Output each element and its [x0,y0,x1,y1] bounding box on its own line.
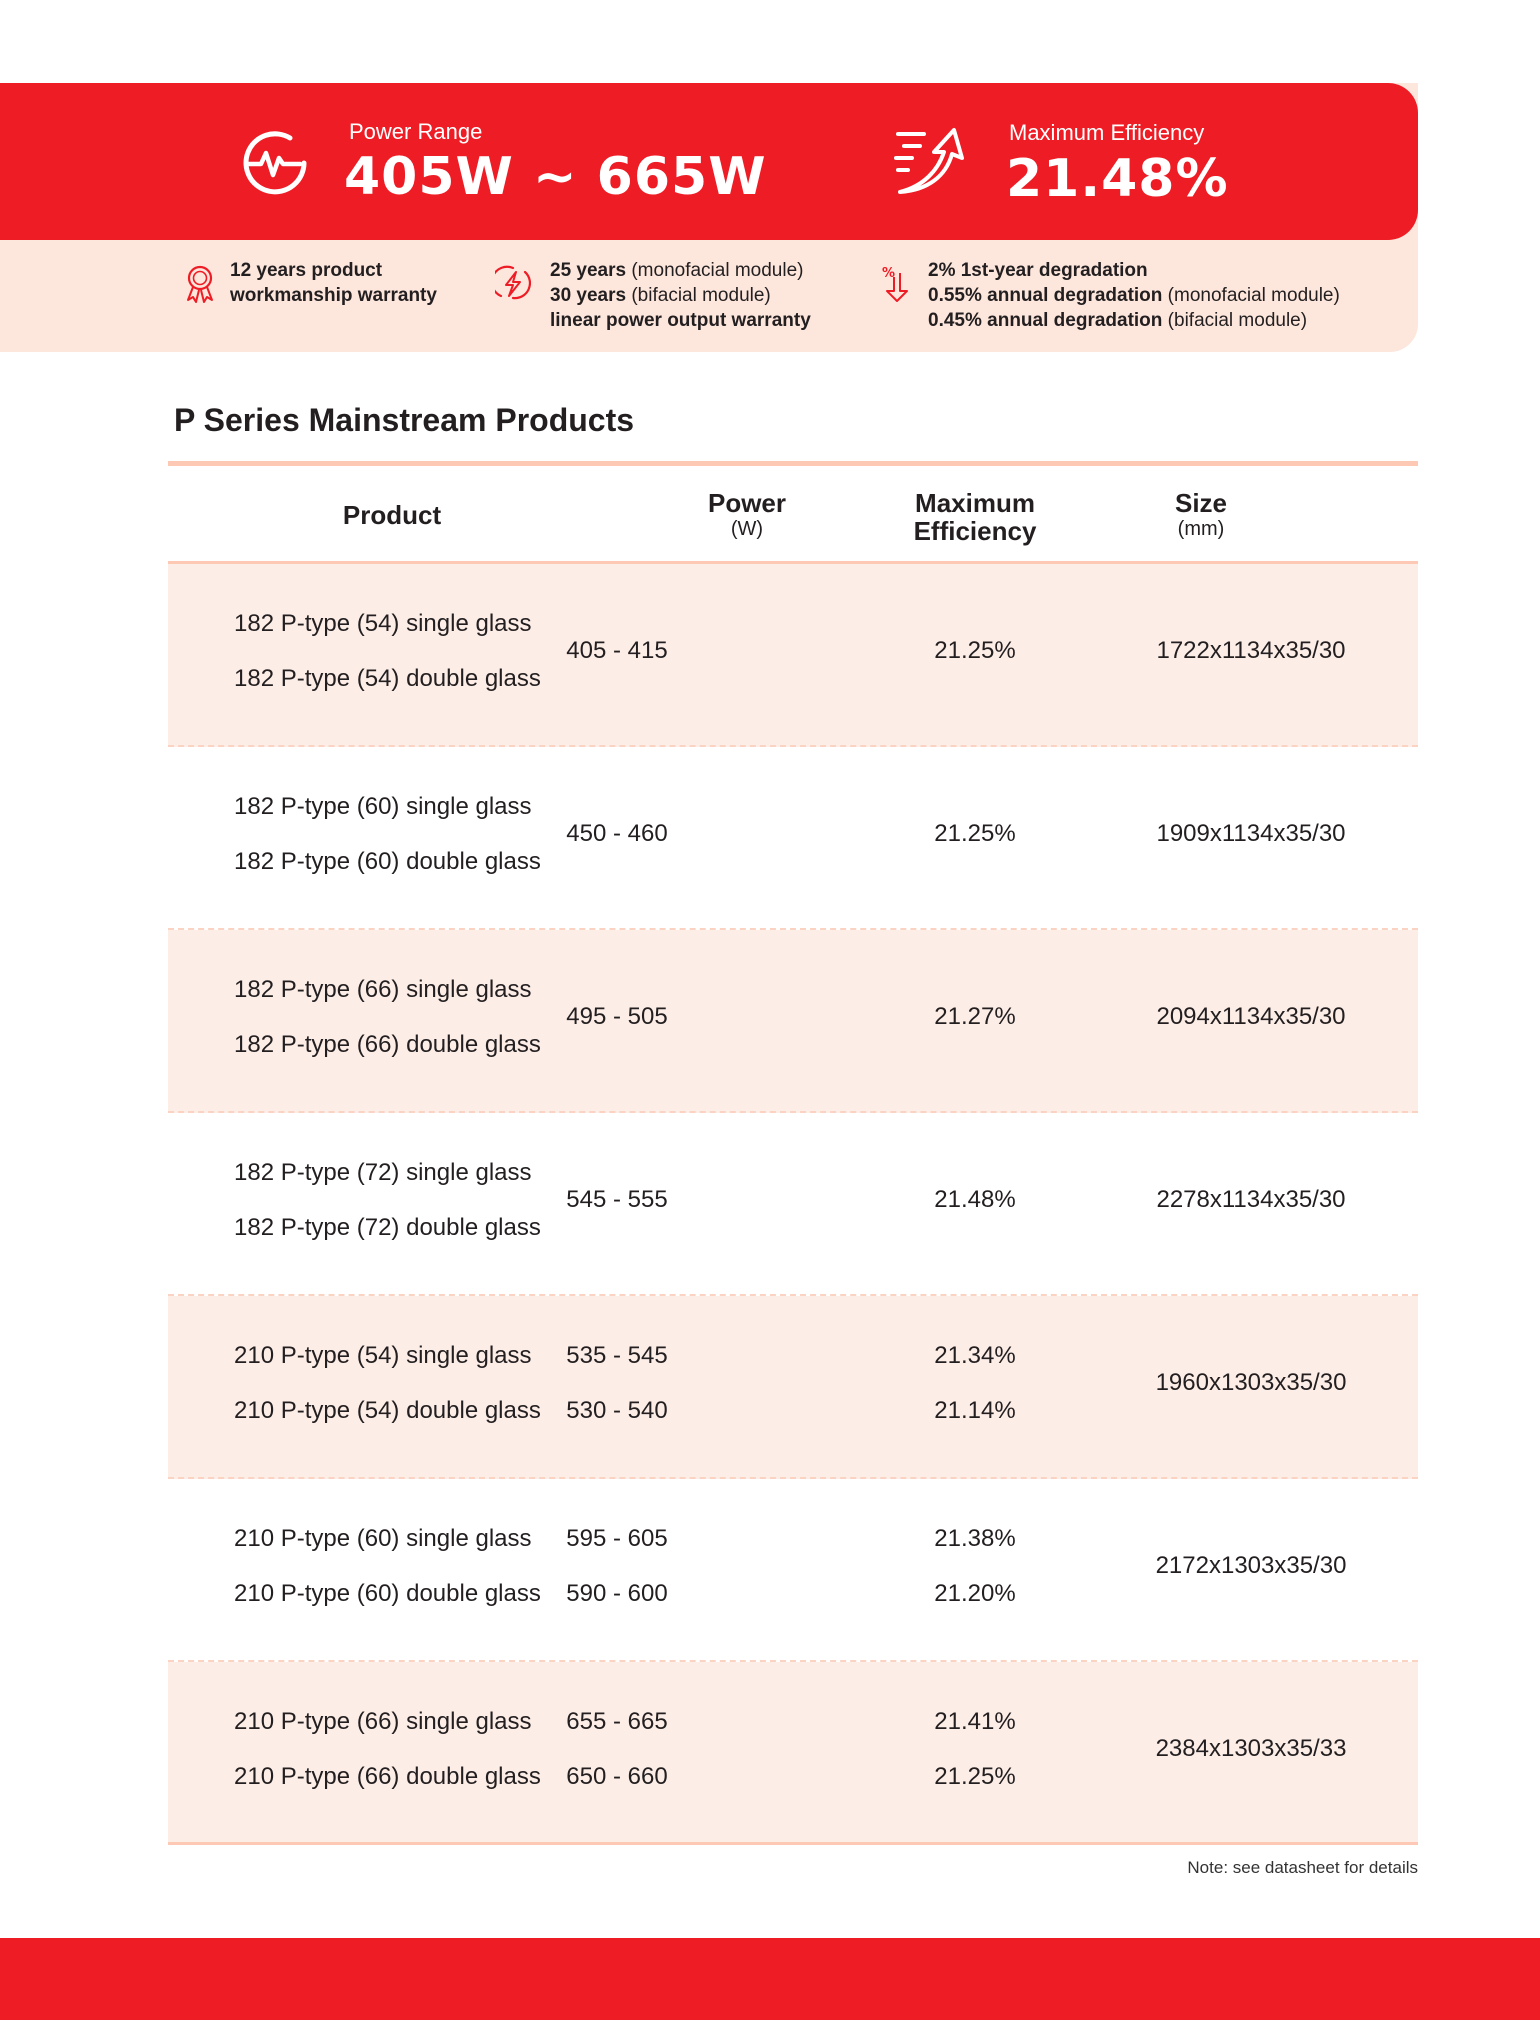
product-name: 210 P-type (66) double glass [234,1763,541,1790]
header-power-label: Power [707,488,787,518]
lightning-icon [495,264,531,304]
size-value: 1960x1303x35/30 [1155,1369,1347,1396]
product-name: 210 P-type (60) single glass [234,1525,532,1552]
product-name: 182 P-type (60) double glass [234,848,541,875]
power-value: 650 - 660 [566,1763,668,1790]
size-value: 2278x1134x35/30 [1156,1186,1346,1213]
size-value: 2172x1303x35/30 [1155,1552,1347,1579]
product-name: 182 P-type (72) double glass [234,1214,541,1241]
header-power-unit: (W) [730,518,764,540]
svg-text:%: % [882,266,896,281]
efficiency-value: 21.38% [934,1525,1016,1552]
table-row [168,1662,1418,1845]
percent-down-icon [880,263,916,303]
product-warranty-line2: workmanship warranty [230,285,437,306]
efficiency-value: 21.27% [934,1003,1016,1030]
efficiency-value: 21.25% [934,1763,1016,1790]
header-product [292,501,492,529]
efficiency-value: 21.25% [934,637,1016,664]
power-warranty-line1-bold: 25 years [550,260,627,281]
arrow-up-icon [894,126,966,198]
degradation-warranty-text [928,258,1340,333]
power-warranty-line2-rest: (bifacial module) [626,285,771,306]
header-power [647,489,847,541]
table-row [168,1296,1418,1479]
power-value: 545 - 555 [566,1186,668,1213]
power-warranty-text [550,258,811,333]
product-name: 182 P-type (66) double glass [234,1031,541,1058]
table-row [168,930,1418,1113]
product-name: 182 P-type (60) single glass [234,793,532,820]
product-name: 182 P-type (72) single glass [234,1159,532,1186]
efficiency-value: 21.48% [934,1186,1016,1213]
table-row [168,1113,1418,1296]
power-value: 590 - 600 [566,1580,668,1607]
power-value: 655 - 665 [566,1708,668,1735]
table-row [168,564,1418,747]
power-range-label: Power Range [349,119,483,144]
size-value: 2384x1303x35/33 [1155,1735,1347,1762]
footer-bar [0,1938,1540,2020]
section-title: P Series Mainstream Products [174,402,635,438]
header-efficiency [875,489,1075,545]
section-rule [168,461,1418,466]
size-value: 1722x1134x35/30 [1156,637,1346,664]
power-value: 495 - 505 [566,1003,668,1030]
table-row [168,1479,1418,1662]
power-value: 595 - 605 [566,1525,668,1552]
product-name: 210 P-type (60) double glass [234,1580,541,1607]
degradation-line3-bold: 0.45% annual degradation [928,310,1163,331]
product-warranty-text [230,258,437,308]
power-warranty-line2-bold: 30 years [550,285,627,306]
efficiency-value: 21.41% [934,1708,1016,1735]
max-efficiency-value: 21.48% [1006,149,1229,209]
product-name: 210 P-type (66) single glass [234,1708,532,1735]
header-size-unit: (mm) [1177,518,1225,540]
degradation-line3-rest: (bifacial module) [1162,310,1308,331]
header-efficiency-line2: Efficiency [913,516,1037,546]
max-efficiency-label: Maximum Efficiency [1009,120,1205,145]
product-name: 182 P-type (66) single glass [234,976,532,1003]
table-row [168,747,1418,930]
power-warranty-line1-rest: (monofacial module) [626,260,804,281]
degradation-line2-rest: (monofacial module) [1162,285,1340,306]
footnote: Note: see datasheet for details [1187,1858,1418,1877]
product-name: 210 P-type (54) double glass [234,1397,541,1424]
power-range-value: 405W ~ 665W [344,147,767,207]
product-name: 210 P-type (54) single glass [234,1342,532,1369]
size-value: 1909x1134x35/30 [1156,820,1346,847]
product-warranty-line1: 12 years product [230,260,383,281]
summary-banner [0,83,1418,352]
power-value: 450 - 460 [566,820,668,847]
header-product-label: Product [342,500,442,530]
efficiency-value: 21.34% [934,1342,1016,1369]
product-name: 182 P-type (54) single glass [234,610,532,637]
power-value: 530 - 540 [566,1397,668,1424]
product-name: 182 P-type (54) double glass [234,665,541,692]
power-value: 535 - 545 [566,1342,668,1369]
size-value: 2094x1134x35/30 [1156,1003,1346,1030]
power-value: 405 - 415 [566,637,668,664]
power-warranty-line3: linear power output warranty [550,310,811,331]
efficiency-value: 21.20% [934,1580,1016,1607]
header-size [1051,489,1351,541]
degradation-line2-bold: 0.55% annual degradation [928,285,1163,306]
table-bottom-rule [168,1842,1418,1845]
efficiency-value: 21.25% [934,820,1016,847]
pulse-icon [234,122,316,204]
award-badge-icon [182,264,218,304]
header-efficiency-line1: Maximum [915,488,1035,518]
degradation-line1: 2% 1st-year degradation [928,260,1148,281]
efficiency-value: 21.14% [934,1397,1016,1424]
header-size-label: Size [1174,488,1228,518]
